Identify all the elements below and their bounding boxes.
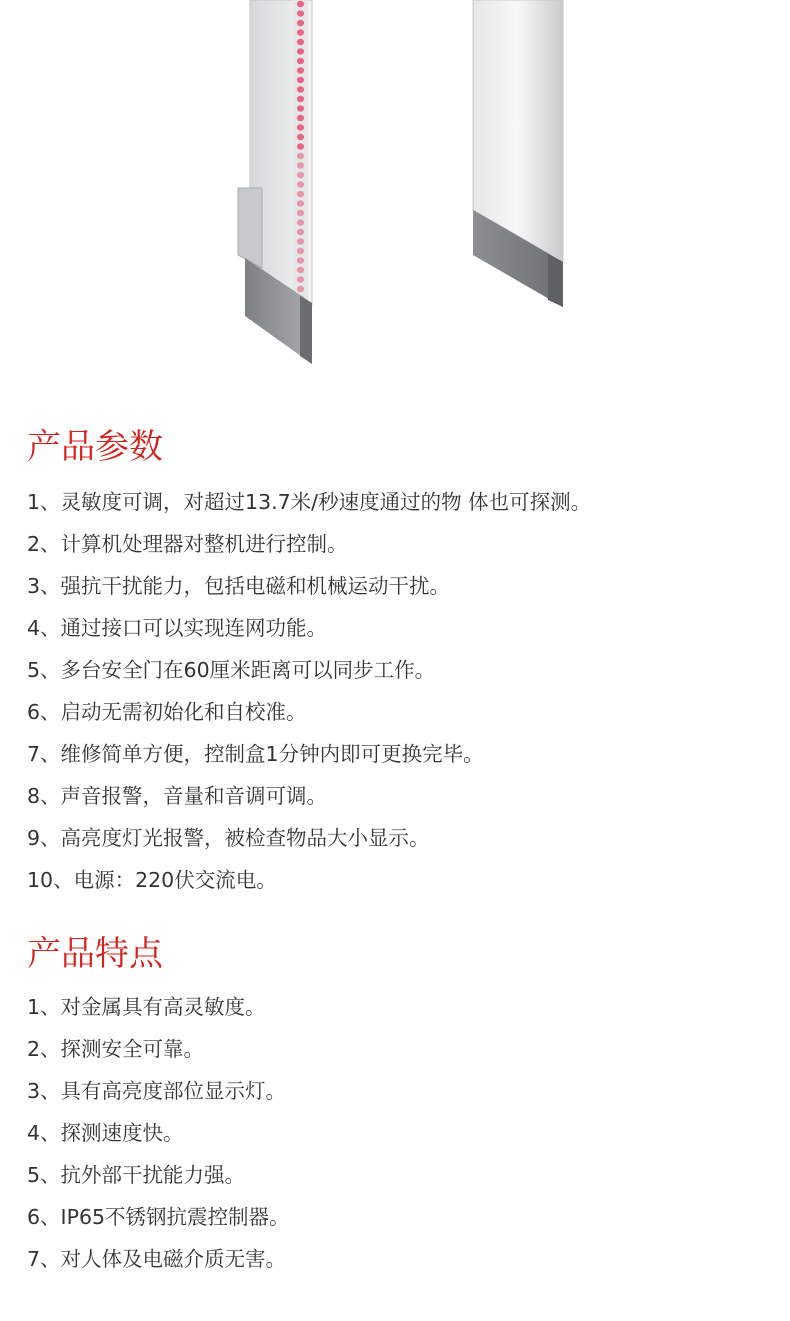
product-features-section — [27, 932, 767, 1280]
indicator-led — [297, 134, 304, 140]
indicator-led — [297, 210, 304, 216]
indicator-led — [297, 10, 304, 16]
list-item: 5、抗外部干扰能力强。 — [27, 1163, 246, 1187]
indicator-led — [297, 1, 304, 7]
parameters-list — [27, 481, 767, 901]
list-item: 9、高亮度灯光报警，被检查物品大小显示。 — [27, 826, 430, 850]
indicator-led — [297, 77, 304, 83]
indicator-led — [297, 276, 304, 282]
list-item: 3、强抗干扰能力，包括电磁和机械运动干扰。 — [27, 574, 451, 598]
product-image-walkthrough-metal-detector — [0, 0, 790, 380]
list-item: 7、对人体及电磁介质无害。 — [27, 1247, 287, 1271]
indicator-led — [297, 172, 304, 178]
indicator-led — [297, 124, 304, 130]
list-item: 1、灵敏度可调，对超过13.7米/秒速度通过的物 体也可探测。 — [27, 490, 592, 514]
list-item: 6、启动无需初始化和自校准。 — [27, 700, 307, 724]
indicator-led — [297, 229, 304, 235]
features-list — [27, 986, 767, 1280]
indicator-led — [297, 67, 304, 73]
list-item: 4、探测速度快。 — [27, 1121, 184, 1145]
list-item: 8、声音报警，音量和音调可调。 — [27, 784, 328, 808]
indicator-led — [297, 58, 304, 64]
indicator-led — [297, 143, 304, 149]
section-title-features: 产品特点 — [27, 934, 163, 974]
list-item: 1、对金属具有高灵敏度。 — [27, 995, 266, 1019]
indicator-led — [297, 238, 304, 244]
metal-detector-gate-illustration — [0, 0, 790, 380]
indicator-led — [297, 191, 304, 197]
list-item: 4、通过接口可以实现连网功能。 — [27, 616, 328, 640]
list-item: 6、IP65不锈钢抗震控制器。 — [27, 1205, 290, 1229]
list-item: 7、维修简单方便，控制盒1分钟内即可更换完毕。 — [27, 742, 484, 766]
indicator-led — [297, 86, 304, 92]
list-item: 10、电源：220伏交流电。 — [27, 868, 277, 892]
list-item: 2、计算机处理器对整机进行控制。 — [27, 532, 348, 556]
indicator-led — [297, 20, 304, 26]
product-parameters-section — [27, 425, 767, 901]
indicator-led — [297, 153, 304, 159]
indicator-led — [297, 248, 304, 254]
indicator-led — [297, 181, 304, 187]
list-item: 5、多台安全门在60厘米距离可以同步工作。 — [27, 658, 436, 682]
indicator-led — [297, 267, 304, 273]
indicator-led — [297, 39, 304, 45]
indicator-led — [297, 200, 304, 206]
control-box — [238, 188, 262, 268]
list-item: 2、探测安全可靠。 — [27, 1037, 205, 1061]
indicator-led — [297, 29, 304, 35]
indicator-led — [297, 162, 304, 168]
indicator-led — [297, 257, 304, 263]
indicator-led — [297, 115, 304, 121]
indicator-led — [297, 48, 304, 54]
list-item: 3、具有高亮度部位显示灯。 — [27, 1079, 287, 1103]
indicator-led — [297, 286, 304, 292]
indicator-led — [297, 219, 304, 225]
indicator-led — [297, 105, 304, 111]
section-title-parameters: 产品参数 — [27, 427, 163, 467]
indicator-led — [297, 96, 304, 102]
